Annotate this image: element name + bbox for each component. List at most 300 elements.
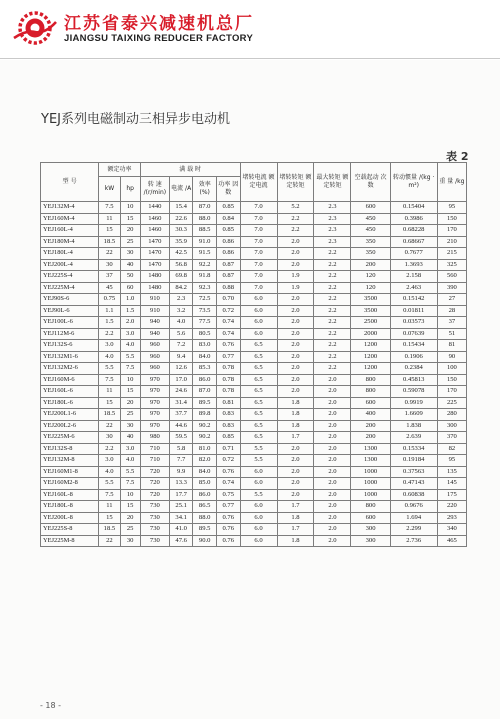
- table-cell: 2.2: [314, 340, 351, 352]
- table-cell: 2.2: [314, 363, 351, 375]
- table-cell: 82.0: [193, 455, 217, 467]
- table-cell: 25.1: [169, 501, 193, 513]
- header-divider: [0, 58, 500, 59]
- table-cell: 450: [351, 213, 390, 225]
- cell-model: YEJ225M-8: [41, 535, 99, 547]
- table-row: [41, 478, 467, 490]
- table-cell: 37.7: [169, 409, 193, 421]
- table-cell: 15: [99, 397, 120, 409]
- table-cell: 2.3: [169, 294, 193, 306]
- cell-model: YEJ225M-4: [41, 282, 99, 294]
- table-cell: 7.7: [169, 455, 193, 467]
- table-cell: 1300: [351, 443, 390, 455]
- table-cell: 210: [437, 236, 466, 248]
- table-cell: 2.0: [277, 317, 314, 329]
- table-cell: 1460: [140, 213, 169, 225]
- table-cell: 300: [351, 535, 390, 547]
- table-cell: 0.60838: [390, 489, 437, 501]
- table-cell: 6.5: [240, 363, 277, 375]
- table-cell: 2000: [351, 328, 390, 340]
- table-cell: 2.0: [314, 397, 351, 409]
- table-cell: 0.47143: [390, 478, 437, 490]
- header-current: 电流 /A: [169, 177, 193, 202]
- table-cell: 0.45813: [390, 374, 437, 386]
- table-cell: 0.2384: [390, 363, 437, 375]
- table-cell: 0.76: [216, 535, 240, 547]
- table-cell: 390: [437, 282, 466, 294]
- table-row: [41, 432, 467, 444]
- table-cell: 280: [437, 409, 466, 421]
- table-cell: 225: [437, 397, 466, 409]
- table-cell: 30: [99, 432, 120, 444]
- table-cell: 1480: [140, 282, 169, 294]
- document-title: YEJ系列电磁制动三相异步电动机: [41, 112, 230, 127]
- table-cell: 2.2: [277, 225, 314, 237]
- table-cell: 91.0: [193, 236, 217, 248]
- table-cell: 800: [351, 386, 390, 398]
- table-cell: 84.0: [193, 466, 217, 478]
- table-cell: 0.86: [216, 236, 240, 248]
- table-cell: 5.5: [99, 363, 120, 375]
- table-cell: 2.0: [314, 455, 351, 467]
- motor-spec-table: [40, 162, 467, 547]
- table-cell: 200: [351, 259, 390, 271]
- table-cell: 89.8: [193, 409, 217, 421]
- table-cell: 89.5: [193, 397, 217, 409]
- table-cell: 6.0: [240, 524, 277, 536]
- table-cell: 2.0: [314, 409, 351, 421]
- table-cell: 20: [120, 225, 140, 237]
- table-cell: 6.0: [240, 535, 277, 547]
- table-cell: 0.77: [216, 501, 240, 513]
- table-cell: 340: [437, 524, 466, 536]
- table-cell: 730: [140, 501, 169, 513]
- cell-model: YEJ132S-6: [41, 340, 99, 352]
- table-cell: 72.5: [193, 294, 217, 306]
- table-cell: 910: [140, 294, 169, 306]
- table-cell: 215: [437, 248, 466, 260]
- table-cell: 600: [351, 512, 390, 524]
- table-cell: 730: [140, 524, 169, 536]
- table-cell: 0.76: [216, 524, 240, 536]
- table-row: [41, 340, 467, 352]
- table-cell: 30: [120, 248, 140, 260]
- table-cell: 5.5: [120, 466, 140, 478]
- table-cell: 9.9: [169, 466, 193, 478]
- table-cell: 370: [437, 432, 466, 444]
- table-cell: 6.0: [240, 501, 277, 513]
- cell-model: YEJ100L-6: [41, 317, 99, 329]
- table-cell: 0.9919: [390, 397, 437, 409]
- header-full-load: 满 载 时: [140, 163, 240, 177]
- table-cell: 0.15404: [390, 202, 437, 214]
- table-cell: 4.0: [120, 455, 140, 467]
- table-cell: 37: [99, 271, 120, 283]
- table-row: [41, 466, 467, 478]
- table-cell: 7.0: [240, 282, 277, 294]
- table-cell: 7.0: [240, 202, 277, 214]
- table-cell: 4.0: [120, 340, 140, 352]
- table-row: [41, 328, 467, 340]
- table-row: [41, 524, 467, 536]
- table-cell: 0.68667: [390, 236, 437, 248]
- table-cell: 710: [140, 455, 169, 467]
- company-logo-icon: [12, 8, 58, 48]
- table-cell: 5.5: [240, 443, 277, 455]
- table-cell: 2.0: [277, 328, 314, 340]
- table-cell: 2.0: [314, 466, 351, 478]
- cell-model: YEJ160L-4: [41, 225, 99, 237]
- table-row: [41, 305, 467, 317]
- table-cell: 1200: [351, 340, 390, 352]
- table-cell: 6.0: [240, 466, 277, 478]
- table-cell: 300: [351, 524, 390, 536]
- table-cell: 30: [99, 259, 120, 271]
- table-cell: 2.0: [277, 443, 314, 455]
- table-cell: 13.3: [169, 478, 193, 490]
- table-cell: 940: [140, 328, 169, 340]
- table-cell: 2.639: [390, 432, 437, 444]
- company-name-cn: 江苏省泰兴减速机总厂: [64, 14, 254, 34]
- table-cell: 6.5: [240, 340, 277, 352]
- table-cell: 2.3: [314, 225, 351, 237]
- cell-model: YEJ132M2-6: [41, 363, 99, 375]
- cell-model: YEJ180L-8: [41, 501, 99, 513]
- table-cell: 0.78: [216, 363, 240, 375]
- table-cell: 18.5: [99, 524, 120, 536]
- table-cell: 2.0: [277, 294, 314, 306]
- table-cell: 2.0: [314, 478, 351, 490]
- table-cell: 2.0: [277, 351, 314, 363]
- table-cell: 15.4: [169, 202, 193, 214]
- table-cell: 0.76: [216, 466, 240, 478]
- table-cell: 970: [140, 409, 169, 421]
- table-cell: 6.0: [240, 317, 277, 329]
- table-cell: 910: [140, 305, 169, 317]
- table-cell: 1.5: [120, 305, 140, 317]
- table-cell: 450: [351, 225, 390, 237]
- table-cell: 92.3: [193, 282, 217, 294]
- table-cell: 800: [351, 501, 390, 513]
- cell-model: YEJ200L-8: [41, 512, 99, 524]
- table-row: [41, 236, 467, 248]
- table-row: [41, 409, 467, 421]
- table-cell: 2.2: [99, 328, 120, 340]
- table-cell: 2.0: [277, 305, 314, 317]
- table-cell: 95: [437, 202, 466, 214]
- table-cell: 2.0: [277, 340, 314, 352]
- table-cell: 720: [140, 489, 169, 501]
- table-cell: 25: [120, 236, 140, 248]
- table-cell: 22: [99, 420, 120, 432]
- cell-model: YEJ132M-4: [41, 202, 99, 214]
- table-cell: 2.2: [314, 351, 351, 363]
- table-cell: 100: [437, 363, 466, 375]
- page-header: [0, 0, 500, 60]
- table-cell: 2.0: [277, 374, 314, 386]
- cell-model: YEJ90L-6: [41, 305, 99, 317]
- cell-model: YEJ160L-8: [41, 489, 99, 501]
- table-row: [41, 248, 467, 260]
- table-cell: 2.463: [390, 282, 437, 294]
- table-cell: 2.0: [314, 374, 351, 386]
- table-cell: 2.0: [277, 466, 314, 478]
- table-row: [41, 351, 467, 363]
- table-cell: 24.6: [169, 386, 193, 398]
- table-cell: 11: [99, 386, 120, 398]
- table-cell: 4.0: [169, 317, 193, 329]
- table-cell: 60: [120, 282, 140, 294]
- table-row: [41, 271, 467, 283]
- table-cell: 1470: [140, 236, 169, 248]
- table-row: [41, 455, 467, 467]
- table-cell: 7.0: [240, 213, 277, 225]
- table-cell: 6.5: [240, 374, 277, 386]
- table-cell: 6.5: [240, 351, 277, 363]
- table-cell: 2.0: [277, 236, 314, 248]
- table-cell: 1.838: [390, 420, 437, 432]
- cell-model: YEJ200L1-6: [41, 409, 99, 421]
- table-cell: 1.694: [390, 512, 437, 524]
- table-cell: 1.7: [277, 432, 314, 444]
- table-cell: 1.7: [277, 501, 314, 513]
- table-cell: 10: [120, 374, 140, 386]
- table-cell: 22: [99, 535, 120, 547]
- table-cell: 84.0: [193, 351, 217, 363]
- table-cell: 5.2: [277, 202, 314, 214]
- table-cell: 730: [140, 512, 169, 524]
- table-cell: 7.5: [99, 202, 120, 214]
- table-cell: 170: [437, 386, 466, 398]
- table-cell: 2.2: [314, 328, 351, 340]
- table-cell: 25: [120, 524, 140, 536]
- table-cell: 0.71: [216, 443, 240, 455]
- cell-model: YEJ225S-4: [41, 271, 99, 283]
- table-cell: 325: [437, 259, 466, 271]
- table-cell: 6.0: [240, 478, 277, 490]
- table-cell: 2.299: [390, 524, 437, 536]
- table-cell: 2.0: [314, 535, 351, 547]
- table-cell: 6.5: [240, 397, 277, 409]
- table-cell: 40: [120, 259, 140, 271]
- table-cell: 89.5: [193, 524, 217, 536]
- table-cell: 90: [437, 351, 466, 363]
- table-cell: 3500: [351, 294, 390, 306]
- table-cell: 0.72: [216, 455, 240, 467]
- table-cell: 87.0: [193, 202, 217, 214]
- table-cell: 0.75: [99, 294, 120, 306]
- table-cell: 150: [437, 374, 466, 386]
- table-cell: 2.0: [314, 386, 351, 398]
- cell-model: YEJ112M-6: [41, 328, 99, 340]
- table-cell: 970: [140, 397, 169, 409]
- table-cell: 0.37563: [390, 466, 437, 478]
- table-cell: 940: [140, 317, 169, 329]
- table-cell: 0.70: [216, 294, 240, 306]
- table-cell: 3.0: [120, 443, 140, 455]
- table-cell: 0.86: [216, 248, 240, 260]
- table-row: [41, 317, 467, 329]
- table-cell: 73.5: [193, 305, 217, 317]
- cell-model: YEJ160L-6: [41, 386, 99, 398]
- table-cell: 0.15142: [390, 294, 437, 306]
- table-cell: 0.1906: [390, 351, 437, 363]
- cell-model: YEJ132M1-6: [41, 351, 99, 363]
- table-cell: 1.8: [277, 397, 314, 409]
- table-cell: 7.0: [240, 271, 277, 283]
- table-cell: 960: [140, 351, 169, 363]
- table-cell: 1000: [351, 466, 390, 478]
- table-row: [41, 363, 467, 375]
- table-cell: 84.2: [169, 282, 193, 294]
- table-row: [41, 512, 467, 524]
- table-cell: 170: [437, 225, 466, 237]
- table-row: [41, 213, 467, 225]
- table-cell: 15: [99, 512, 120, 524]
- table-cell: 720: [140, 466, 169, 478]
- table-cell: 0.76: [216, 512, 240, 524]
- table-cell: 1000: [351, 478, 390, 490]
- table-cell: 1.0: [120, 294, 140, 306]
- table-cell: 18.5: [99, 236, 120, 248]
- cell-model: YEJ180M-4: [41, 236, 99, 248]
- table-cell: 0.15334: [390, 443, 437, 455]
- table-cell: 3.2: [169, 305, 193, 317]
- table-cell: 15: [120, 501, 140, 513]
- table-cell: 17.7: [169, 489, 193, 501]
- table-cell: 15: [120, 386, 140, 398]
- table-cell: 2.736: [390, 535, 437, 547]
- table-cell: 2.0: [277, 455, 314, 467]
- table-cell: 980: [140, 432, 169, 444]
- table-cell: 7.0: [240, 225, 277, 237]
- header-efficiency: 效率 (%): [193, 177, 217, 202]
- table-cell: 2.0: [120, 317, 140, 329]
- table-cell: 0.77: [216, 351, 240, 363]
- table-cell: 7.5: [120, 363, 140, 375]
- header-max-torque: 最大转矩 额定转矩: [314, 163, 351, 202]
- table-cell: 22: [99, 248, 120, 260]
- table-cell: 25: [120, 409, 140, 421]
- table-cell: 2.2: [99, 443, 120, 455]
- table-cell: 7.0: [240, 248, 277, 260]
- table-cell: 5.5: [120, 351, 140, 363]
- table-cell: 400: [351, 409, 390, 421]
- table-cell: 0.85: [216, 432, 240, 444]
- table-cell: 0.85: [216, 225, 240, 237]
- table-cell: 40: [120, 432, 140, 444]
- table-cell: 51: [437, 328, 466, 340]
- table-cell: 2.0: [277, 489, 314, 501]
- table-row: [41, 259, 467, 271]
- table-cell: 18.5: [99, 409, 120, 421]
- table-cell: 11: [99, 501, 120, 513]
- table-cell: 2.2: [314, 271, 351, 283]
- table-cell: 90.2: [193, 432, 217, 444]
- table-cell: 0.19184: [390, 455, 437, 467]
- cell-model: YEJ160M1-8: [41, 466, 99, 478]
- table-cell: 200: [351, 420, 390, 432]
- table-cell: 11: [99, 213, 120, 225]
- table-cell: 0.78: [216, 386, 240, 398]
- table-cell: 2.0: [277, 386, 314, 398]
- table-cell: 2.2: [314, 305, 351, 317]
- table-cell: 5.6: [169, 328, 193, 340]
- header-hp: hp: [120, 177, 140, 202]
- table-cell: 0.9676: [390, 501, 437, 513]
- table-cell: 86.5: [193, 501, 217, 513]
- table-cell: 0.03573: [390, 317, 437, 329]
- table-cell: 7.5: [99, 374, 120, 386]
- header-locked-torque: 堵转转矩 额定转矩: [277, 163, 314, 202]
- cell-model: YEJ200L2-6: [41, 420, 99, 432]
- table-cell: 95: [437, 455, 466, 467]
- table-cell: 2.3: [314, 236, 351, 248]
- table-row: [41, 489, 467, 501]
- table-cell: 145: [437, 478, 466, 490]
- table-cell: 10: [120, 489, 140, 501]
- table-row: [41, 282, 467, 294]
- table-row: [41, 374, 467, 386]
- table-cell: 0.72: [216, 305, 240, 317]
- table-cell: 0.87: [216, 271, 240, 283]
- table-cell: 0.88: [216, 282, 240, 294]
- table-row: [41, 443, 467, 455]
- table-cell: 7.2: [169, 340, 193, 352]
- table-cell: 2.0: [314, 501, 351, 513]
- table-cell: 22.6: [169, 213, 193, 225]
- table-cell: 7.0: [240, 236, 277, 248]
- table-cell: 175: [437, 489, 466, 501]
- table-cell: 2.2: [314, 259, 351, 271]
- table-cell: 5.8: [169, 443, 193, 455]
- table-cell: 5.5: [240, 489, 277, 501]
- cell-model: YEJ200L-4: [41, 259, 99, 271]
- header-inertia: 转动惯量 /(kg · m²): [390, 163, 437, 202]
- table-cell: 150: [437, 213, 466, 225]
- table-cell: 2.0: [277, 248, 314, 260]
- table-cell: 3.0: [99, 455, 120, 467]
- table-cell: 300: [437, 420, 466, 432]
- table-cell: 0.68228: [390, 225, 437, 237]
- table-cell: 1.5: [99, 317, 120, 329]
- table-cell: 44.6: [169, 420, 193, 432]
- table-cell: 2.2: [277, 213, 314, 225]
- header-power-factor: 功率 因数: [216, 177, 240, 202]
- table-cell: 0.85: [216, 202, 240, 214]
- table-cell: 1.8: [277, 535, 314, 547]
- table-cell: 2.0: [314, 512, 351, 524]
- table-cell: 1.9: [277, 271, 314, 283]
- table-cell: 0.15434: [390, 340, 437, 352]
- table-cell: 4.0: [99, 351, 120, 363]
- table-cell: 6.5: [240, 409, 277, 421]
- table-cell: 2.158: [390, 271, 437, 283]
- table-cell: 88.0: [193, 512, 217, 524]
- table-cell: 17.0: [169, 374, 193, 386]
- table-cell: 220: [437, 501, 466, 513]
- table-cell: 91.8: [193, 271, 217, 283]
- table-cell: 2.0: [277, 478, 314, 490]
- table-row: [41, 501, 467, 513]
- table-cell: 81.0: [193, 443, 217, 455]
- table-cell: 1.9: [277, 282, 314, 294]
- table-cell: 600: [351, 397, 390, 409]
- table-cell: 135: [437, 466, 466, 478]
- table-cell: 30: [120, 420, 140, 432]
- table-cell: 80.5: [193, 328, 217, 340]
- table-body: [41, 202, 467, 547]
